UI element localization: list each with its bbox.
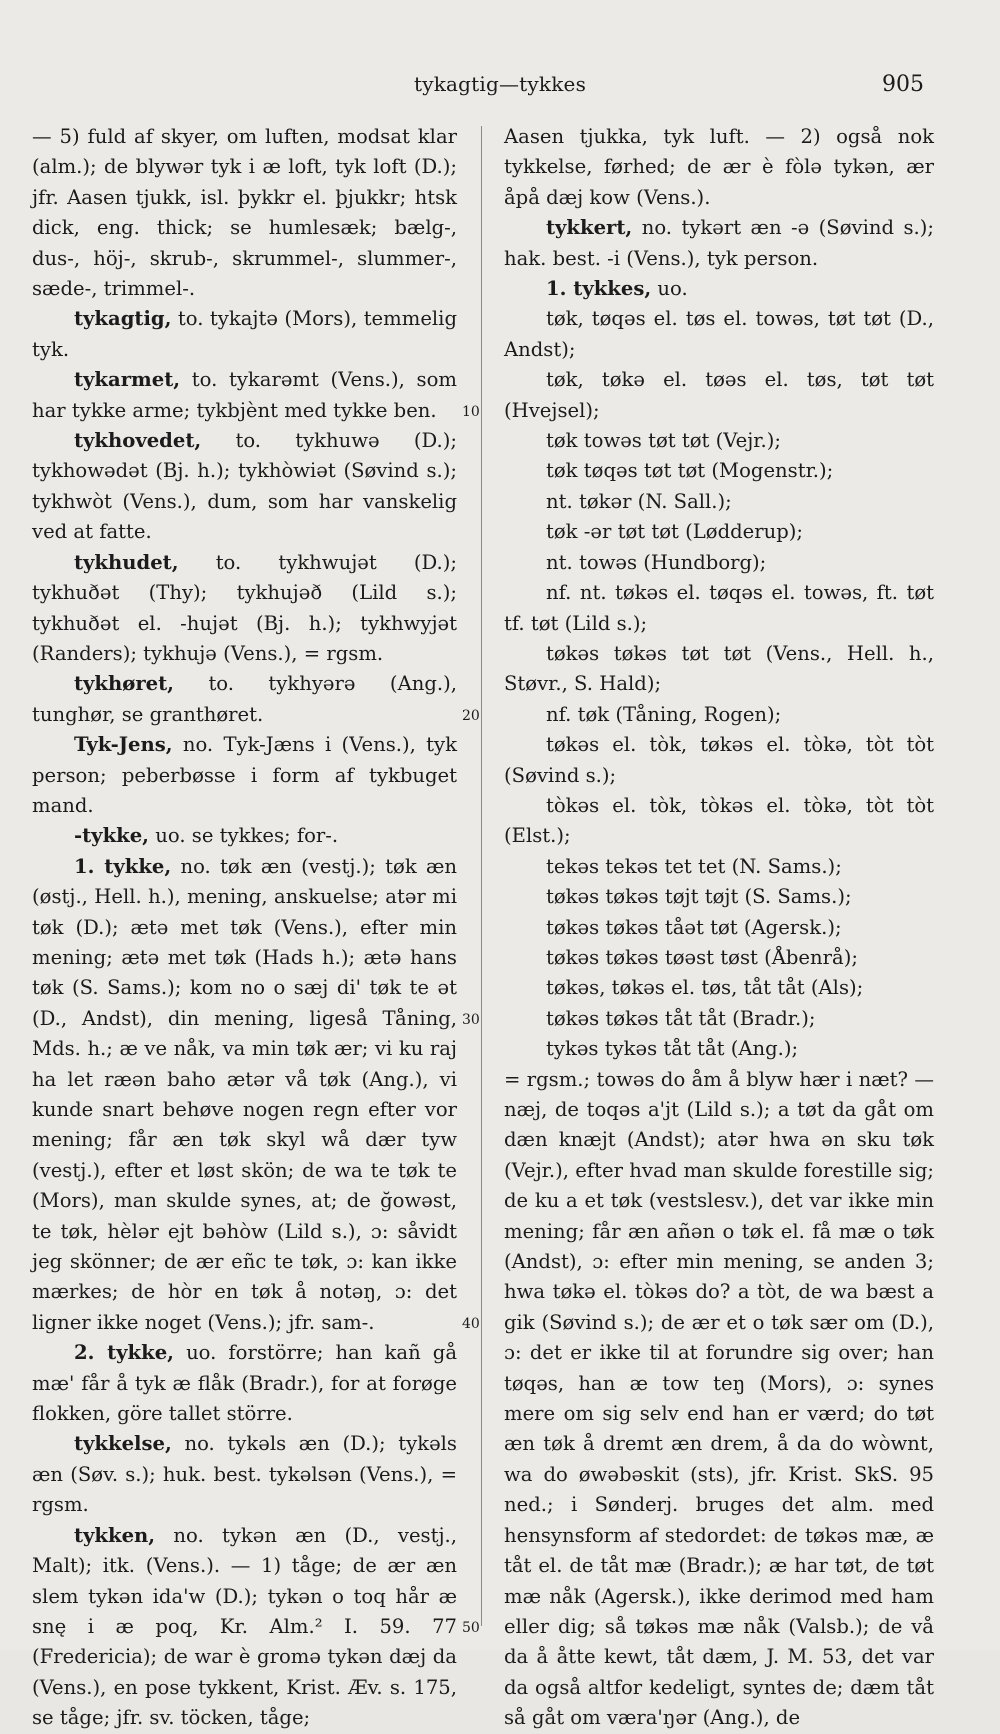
- entry-text: tøk -ər tøt tøt (Lødderup);: [546, 520, 804, 544]
- entry-text: uo. se tykkes; for-.: [155, 824, 339, 848]
- column-divider: [481, 126, 482, 1626]
- left-column: [32, 122, 457, 1734]
- entry-headword: tykkert,: [546, 216, 633, 240]
- entry-text: nf. nt. tøkəs el. tøqəs el. towəs, ft. tøt tf. tøt (Lild s.);: [504, 581, 934, 635]
- entry-text: — 5) fuld af skyer, om luften, modsat klar (alm.); de blywər tyk i æ loft, tyk loft (D.); jfr. Aasen tjukk, isl. þykkr el. þjukkr; htsk dick, eng. thick; se humlesæk; bælg-, dus-, höj-, skrub-, skrummel-, slummer-, sæde-, trimmel-.: [32, 125, 457, 301]
- entry-headword: tykarmet,: [74, 368, 181, 392]
- entry-text: to. tykhwujət (D.); tykhuðət (Thy); tykhujəð (Lild s.); tykhuðət el. -hujət (Bj. h.); tykhwyjət (Randers); tykhujə (Vens.), = rgsm.: [32, 550, 457, 665]
- entry-headword: tykken,: [74, 1523, 156, 1547]
- dictionary-entry: [32, 1429, 457, 1520]
- page-number: 905: [882, 72, 924, 97]
- entry-text: tøk towəs tøt tøt (Vejr.);: [546, 429, 781, 453]
- entry-text: to. tykajtə (Mors), temmelig tyk.: [32, 307, 457, 361]
- entry-headword: 1. tykkes,: [546, 277, 652, 301]
- line-number: 30: [462, 1011, 480, 1028]
- entry-text: no. tykən æn (D., vestj., Malt); itk. (Vens.). — 1) tåge; de ær æn slem tykən ida'w (D.); tykən o toq hår æ snę i æ poq, Kr. Alm.² I. 59. 77 (Fredericia); de war è gromə tykən dæj da (Vens.), en pose tykkent, Krist. Æv. s. 175, se tåge; jfr. sv. töcken, tåge;: [32, 1523, 457, 1730]
- entry-text: Aasen tjukka, tyk luft. — 2) også nok tykkelse, førhed; de ær è fòlə tykən, ær åpå dæj kow (Vens.).: [504, 125, 934, 209]
- entry-text: no. tykərt æn -ə (Søvind s.); hak. best. -i (Vens.), tyk person.: [504, 216, 934, 270]
- dictionary-entry: [32, 730, 457, 821]
- dictionary-entry: [504, 487, 934, 517]
- entry-text: tøkəs tøkəs tøəst tøst (Åbenrå);: [546, 945, 858, 969]
- dictionary-entry: [32, 304, 457, 365]
- dictionary-entry: [504, 213, 934, 274]
- entry-text: no. tøk æn (vestj.); tøk æn (østj., Hell. h.), mening, anskuelse; atər mi tøk (D.); ætə met tøk (Vens.), efter min mening; ætə met tøk (Hads h.); ætə hans tøk (S. Sams.); kom no o sæj di' tøk te ət (D., Andst), din mening, ligeså Tåning, Mds. h.; æ ve nåk, va min tøk ær; vi ku raj ha let ræən baho ætər vå tøk (Ang.), vi kunde snart behøve nogen regn efter vor mening; får æn tøk skyl wå dær tyw (vestj.), efter et løst skön; de wa te tøk te (Mors), man skulde synes, at; de ğowəst, te tøk, hèlər ejt bəhòw (Lild s.), ɔ: såvidt jeg skönner; de ær eñc te tøk, ɔ: kan ikke mærkes; de hòr en tøk å notəŋ, ɔ: det ligner ikke noget (Vens.); jfr. sam-.: [32, 854, 457, 1334]
- entry-text: nt. towəs (Hundborg);: [546, 550, 767, 574]
- entry-text: to. tykhyərə (Ang.), tunghør, se granthøret.: [32, 672, 457, 726]
- entry-text: tøkəs tøkəs tåət tøt (Agersk.);: [546, 915, 842, 939]
- dictionary-entry: [504, 730, 934, 791]
- dictionary-entry: [504, 122, 934, 213]
- dictionary-entry: [32, 365, 457, 426]
- line-number: 50: [462, 1619, 480, 1636]
- entry-text: tøk, tøkə el. tøəs el. tøs, tøt tøt (Hvejsel);: [504, 368, 934, 422]
- dictionary-entry: [504, 274, 934, 304]
- dictionary-entry: [504, 700, 934, 730]
- entry-text: tøk tøqəs tøt tøt (Mogenstr.);: [546, 459, 834, 483]
- dictionary-entry: [504, 913, 934, 943]
- dictionary-entry: [32, 426, 457, 548]
- entry-headword: tykhøret,: [74, 672, 174, 696]
- entry-text: no. tykəls æn (D.); tykəls æn (Søv. s.); huk. best. tykəlsən (Vens.), = rgsm.: [32, 1432, 457, 1517]
- dictionary-entry: [32, 122, 457, 304]
- entry-headword: tykhovedet,: [74, 429, 202, 453]
- dictionary-entry: [504, 882, 934, 912]
- entry-text: tøkəs tøkəs tøjt tøjt (S. Sams.);: [546, 885, 852, 909]
- entry-text: tøkəs, tøkəs el. tøs, tåt tåt (Als);: [546, 976, 864, 1000]
- dictionary-entry: [504, 365, 934, 426]
- running-title: tykagtig—tykkes: [413, 72, 587, 96]
- dictionary-entry: [504, 456, 934, 486]
- dictionary-entry: [504, 426, 934, 456]
- entry-text: tøkəs el. tòk, tøkəs el. tòkə, tòt tòt (Søvind s.);: [504, 733, 934, 787]
- dictionary-entry: [504, 639, 934, 700]
- entry-text: nt. tøkər (N. Sall.);: [546, 489, 732, 513]
- right-column: [504, 122, 934, 1734]
- entry-text: to. tykarəmt (Vens.), som har tykke arme; tykbjènt med tykke ben.: [32, 368, 457, 422]
- entry-text: tøkəs tøkəs tøt tøt (Vens., Hell. h., Støvr., S. Hald);: [504, 641, 934, 696]
- entry-text: no. Tyk-Jæns i (Vens.), tyk person; peberbøsse i form af tykbuget mand.: [32, 733, 457, 817]
- entry-text: tekəs tekəs tet tet (N. Sams.);: [546, 854, 842, 878]
- entry-text: tòkəs el. tòk, tòkəs el. tòkə, tòt tòt (Elst.);: [504, 793, 934, 848]
- dictionary-entry: [32, 1338, 457, 1429]
- line-number: 40: [462, 1315, 480, 1332]
- running-head: [0, 72, 1000, 108]
- dictionary-entry: [504, 517, 934, 547]
- line-number: 20: [462, 707, 480, 724]
- dictionary-entry: [504, 943, 934, 973]
- entry-headword: tykagtig,: [74, 307, 172, 331]
- dictionary-entry: [32, 1521, 457, 1734]
- entry-text: uo.: [657, 277, 688, 301]
- entry-headword: tykhudet,: [74, 550, 179, 574]
- entry-text: tykəs tykəs tåt tåt (Ang.);: [546, 1037, 799, 1061]
- line-number: 10: [462, 403, 480, 420]
- dictionary-entry: [32, 669, 457, 730]
- entry-headword: tykkelse,: [74, 1432, 172, 1456]
- dictionary-entry: [504, 578, 934, 639]
- dictionary-entry: [504, 1034, 934, 1064]
- dictionary-entry: [504, 1004, 934, 1034]
- dictionary-entry: [504, 852, 934, 882]
- entry-text: to. tykhuwə (D.); tykhowədət (Bj. h.); tykhòwiət (Søvind s.); tykhwòt (Vens.), dum, som har vanskelig ved at fatte.: [32, 429, 458, 544]
- entry-headword: Tyk-Jens,: [74, 733, 173, 757]
- dictionary-entry: [32, 821, 457, 851]
- entry-headword: 2. tykke,: [74, 1341, 174, 1365]
- entry-text: = rgsm.; towəs do åm å blyw hær i næt? — næj, de toqəs a'jt (Lild s.); a tøt da gåt om dæn knæjt (Andst); atər hwa ən sku tøk (Vejr.), efter hvad man skulde forestille sig; de ku a et tøk (vestslesv.), det var ikke min mening; får æn añən o tøk el. få mæ o tøk (Andst), ɔ: efter min mening, se anden 3; hwa tøkə el. tòkəs do? a tòt, de wa bæst a gik (Søvind s.); de ær et o tøk sær om (D.), ɔ: det er ikke til at forundre sig over; han tøqəs, han æ tow teŋ (Mors), ɔ: synes mere om sig selv end han er værd; do tøt æn tøk å dremt æn drem, å da do wòwnt, wa do øwəbəskit (sts), jfr. Krist. SkS. 95 ned.; i Sønderj. bruges det alm. med hensynsform af stedordet: de tøkəs mæ, æ tåt el. de tåt mæ (Bradr.); æ har tøt, de tøt mæ nåk (Agersk.), ikke derimod med ham eller dig; så tøkəs mæ nåk (Valsb.); de vå da å åtte kewt, tåt dæm, J. M. 53, det var da også altfor kedeligt, syntes de; dæm tåt så gåt om væra'ŋər (Ang.), de: [504, 1067, 934, 1730]
- entry-headword: -tykke,: [74, 824, 150, 848]
- entry-text: tøk, tøqəs el. tøs el. towəs, tøt tøt (D., Andst);: [504, 307, 934, 361]
- entry-text: tøkəs tøkəs tåt tåt (Bradr.);: [546, 1006, 816, 1030]
- dictionary-entry: [504, 1065, 934, 1734]
- dictionary-entry: [504, 304, 934, 365]
- entry-headword: 1. tykke,: [74, 854, 172, 878]
- dictionary-entry: [504, 548, 934, 578]
- dictionary-entry: [504, 973, 934, 1003]
- dictionary-entry: [504, 791, 934, 852]
- dictionary-entry: [32, 852, 457, 1339]
- entry-text: uo. forstörre; han kañ gå mæ' får å tyk æ flåk (Bradr.), for at forøge flokken, göre tallet större.: [32, 1341, 457, 1426]
- dictionary-entry: [32, 548, 457, 670]
- entry-text: nf. tøk (Tåning, Rogen);: [546, 702, 782, 726]
